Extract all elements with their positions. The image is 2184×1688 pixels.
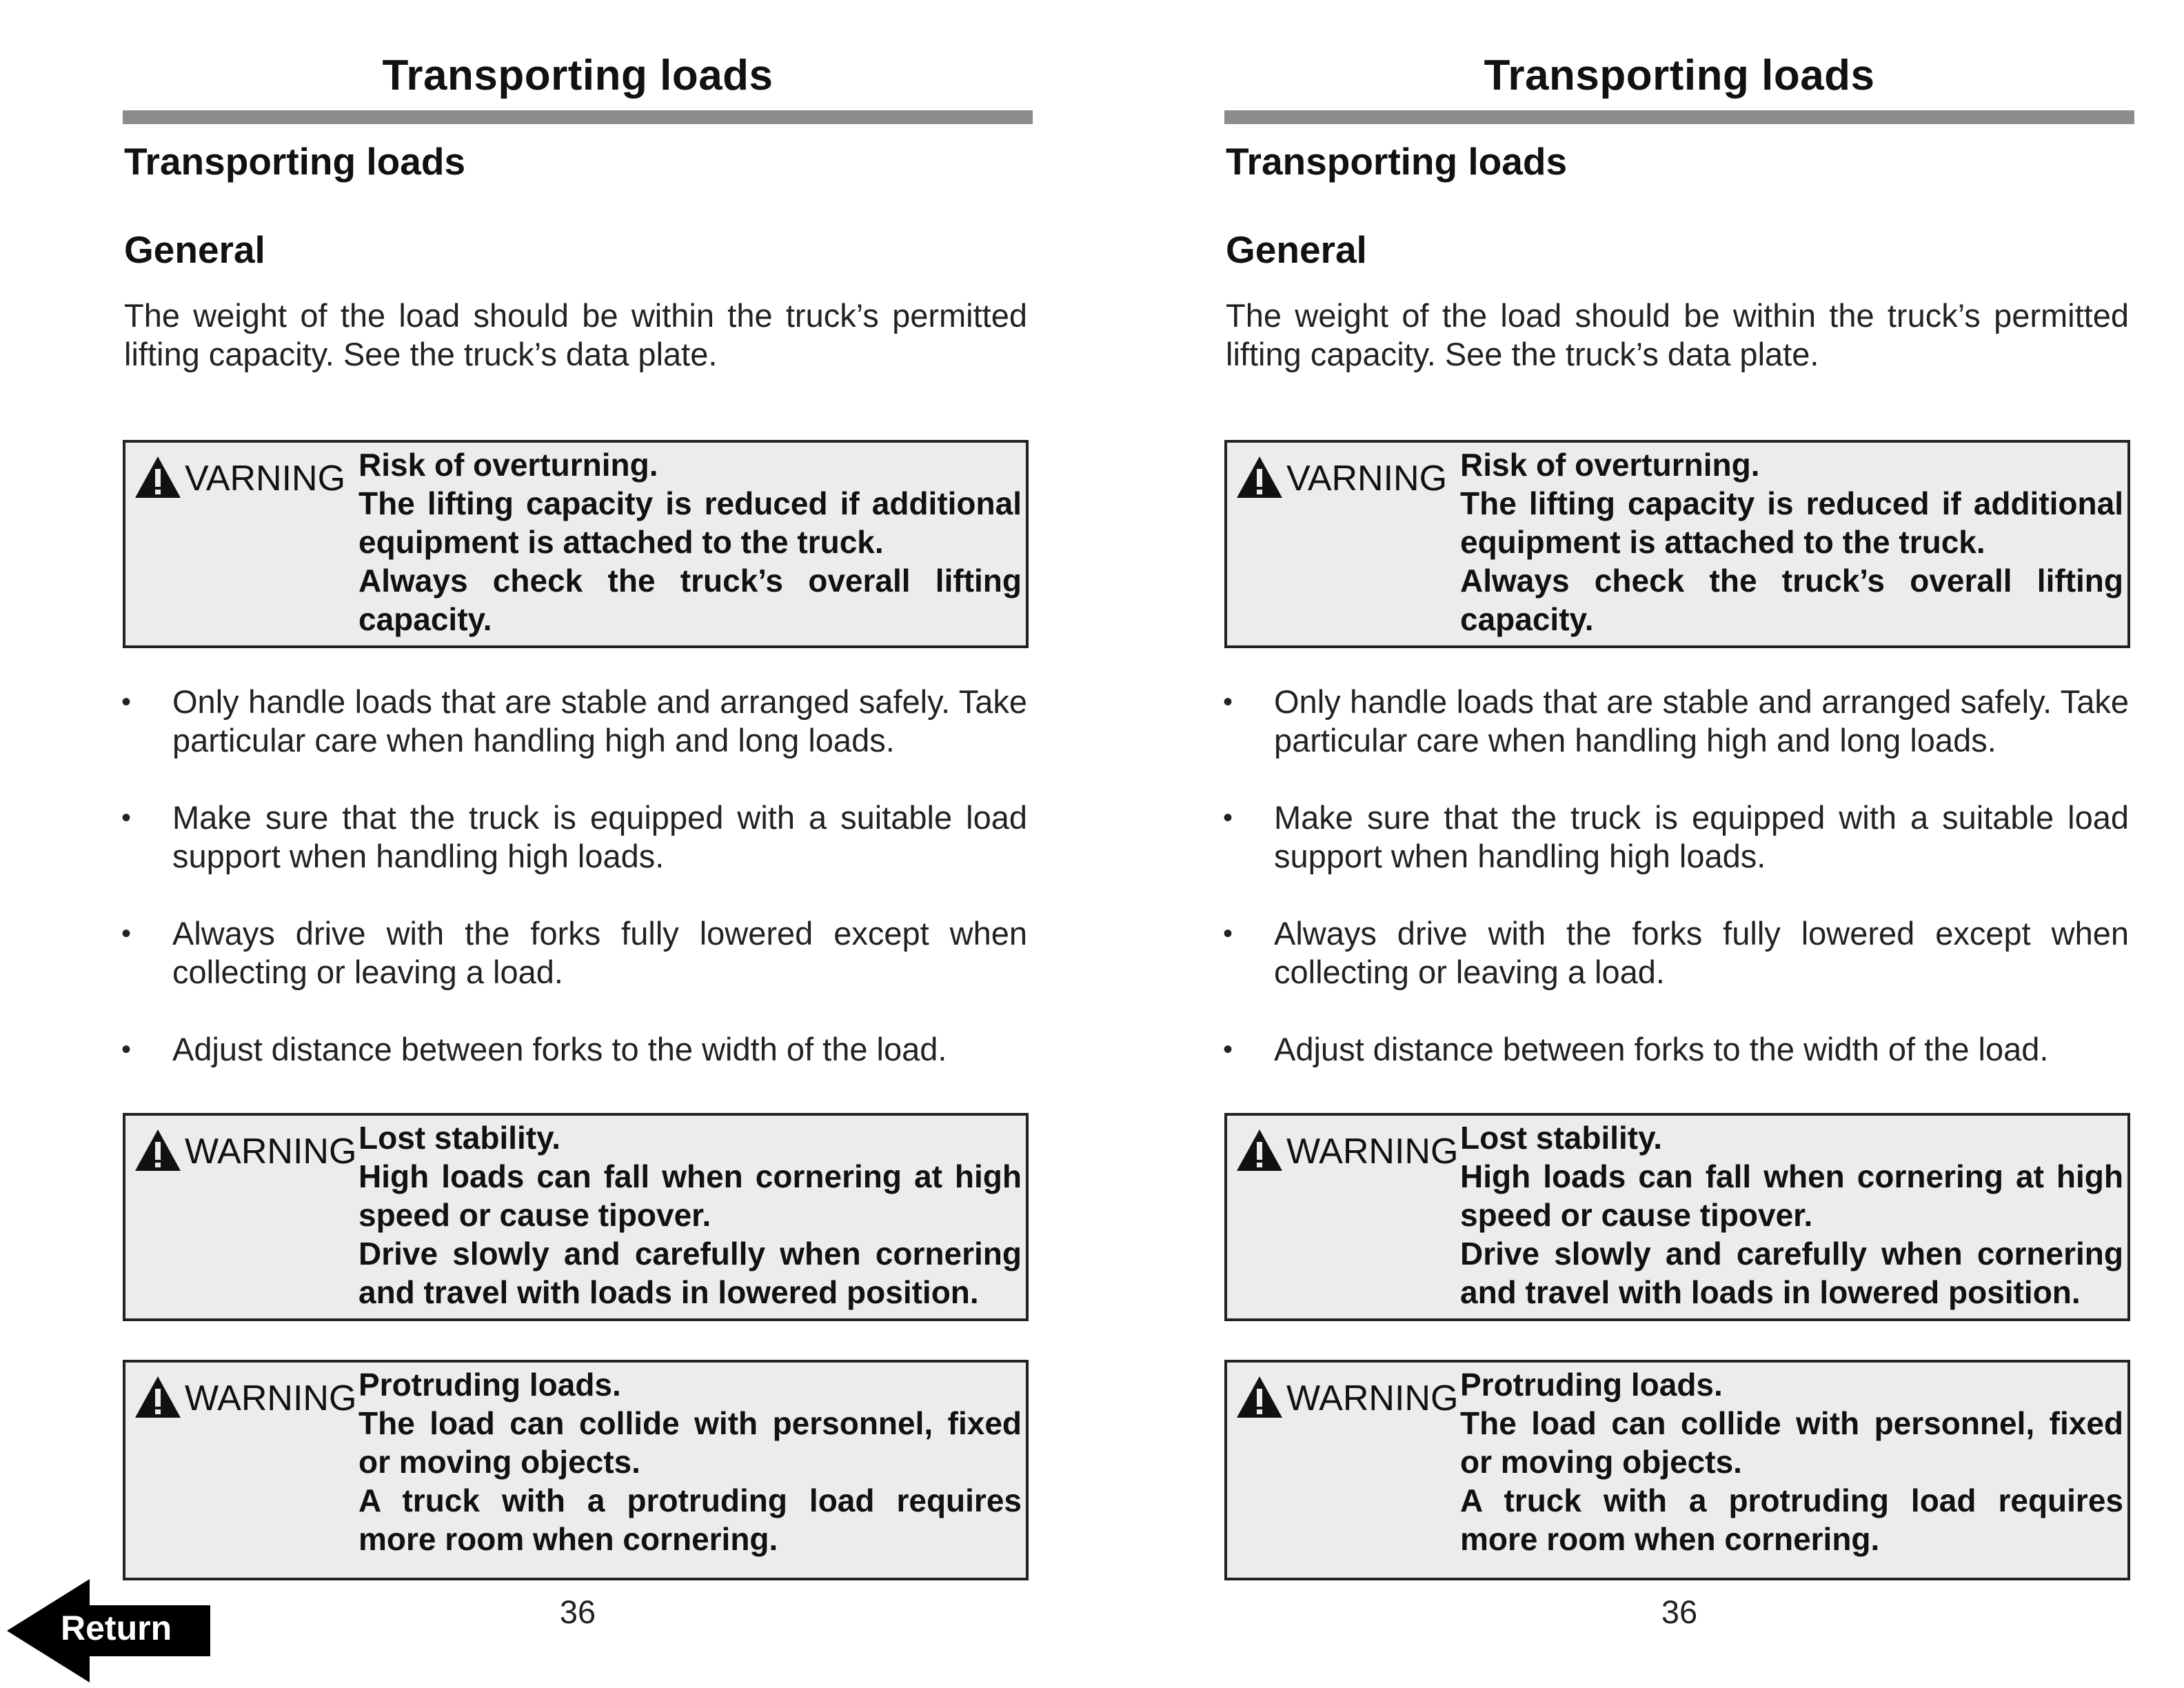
intro-paragraph: The weight of the load should be within the truck’s permitted lifting capacity. See the truck’s data plate.	[124, 297, 1027, 372]
bullet-item	[123, 798, 1029, 876]
warning-line: A truck with a protruding load requires more room when cornering.	[358, 1483, 1022, 1557]
warning-text	[358, 445, 1022, 639]
warning-box-overturning	[123, 440, 1029, 648]
warning-line: Always check the truck’s overall lifting capacity.	[358, 563, 1022, 637]
warning-line: The load can collide with personnel, fixed or moving objects.	[1460, 1405, 2123, 1480]
warning-line: Drive slowly and carefully when cornering and travel with loads in lowered position.	[1460, 1236, 2123, 1310]
warning-line: The lifting capacity is reduced if additional equipment is attached to the truck.	[1460, 485, 2123, 560]
warning-box-protruding	[1224, 1360, 2130, 1580]
warning-label: WARNING	[185, 1378, 357, 1418]
bullet-text: Adjust distance between forks to the width of the load.	[1274, 1031, 2049, 1067]
warning-line: A truck with a protruding load requires more room when cornering.	[1460, 1483, 2123, 1557]
subsection-title: General	[124, 228, 265, 271]
bullet-item	[1224, 914, 2130, 992]
bullet-text: Only handle loads that are stable and arranged safely. Take particular care when handling high and long loads.	[172, 683, 1027, 758]
warning-triangle-icon	[134, 1128, 182, 1172]
intro-paragraph: The weight of the load should be within the truck’s permitted lifting capacity. See the truck’s data plate.	[1226, 297, 2129, 372]
bullet-text: Only handle loads that are stable and arranged safely. Take particular care when handling high and long loads.	[1274, 683, 2129, 758]
bullet-dot: •	[1223, 918, 1233, 949]
bullet-item	[123, 683, 1029, 760]
warning-label: WARNING	[1286, 1378, 1459, 1418]
warning-line: High loads can fall when cornering at high speed or cause tipover.	[1460, 1158, 2123, 1233]
page-number: 36	[559, 1594, 596, 1630]
warning-box-stability	[123, 1113, 1029, 1321]
warning-text	[358, 1118, 1022, 1312]
bullet-dot: •	[121, 803, 132, 833]
bullet-item	[1224, 683, 2130, 760]
warning-label: WARNING	[185, 1132, 357, 1172]
bullet-dot: •	[1223, 687, 1233, 717]
warning-line: High loads can fall when cornering at high speed or cause tipover.	[358, 1158, 1022, 1233]
bullet-dot: •	[1223, 1034, 1233, 1065]
warning-label: WARNING	[1286, 1132, 1459, 1172]
subsection-title: General	[1226, 228, 1367, 271]
warning-label: VARNING	[1286, 459, 1448, 499]
bullet-item	[1224, 1030, 2130, 1069]
running-head: Transporting loads	[1484, 52, 1875, 99]
warning-text	[1460, 445, 2123, 639]
bullet-dot: •	[1223, 803, 1233, 833]
bullet-text: Make sure that the truck is equipped with a suitable load support when handling high loads.	[172, 799, 1027, 874]
warning-text	[1460, 1118, 2123, 1312]
warning-text	[358, 1365, 1022, 1558]
warning-triangle-icon	[1235, 455, 1284, 499]
warning-label: VARNING	[185, 459, 346, 499]
header-rule	[1224, 110, 2134, 124]
bullet-item	[1224, 798, 2130, 876]
section-title: Transporting loads	[1226, 140, 1568, 183]
page-number: 36	[1661, 1594, 1698, 1630]
section-title: Transporting loads	[124, 140, 466, 183]
right-page	[1224, 0, 2134, 1688]
bullet-dot: •	[121, 918, 132, 949]
warning-heading: Lost stability.	[358, 1120, 561, 1156]
warning-box-overturning	[1224, 440, 2130, 648]
bullet-text: Always drive with the forks fully lowered except when collecting or leaving a load.	[1274, 915, 2129, 990]
bullet-item	[123, 914, 1029, 992]
bullet-text: Always drive with the forks fully lowered except when collecting or leaving a load.	[172, 915, 1027, 990]
warning-heading: Risk of overturning.	[358, 447, 658, 483]
bullet-dot: •	[121, 1034, 132, 1065]
warning-line: The load can collide with personnel, fixed or moving objects.	[358, 1405, 1022, 1480]
warning-box-stability	[1224, 1113, 2130, 1321]
warning-text	[1460, 1365, 2123, 1558]
bullet-item	[123, 1030, 1029, 1069]
warning-line: The lifting capacity is reduced if additional equipment is attached to the truck.	[358, 485, 1022, 560]
warning-triangle-icon	[1235, 1375, 1284, 1419]
warning-box-protruding	[123, 1360, 1029, 1580]
warning-triangle-icon	[134, 455, 182, 499]
bullet-text: Adjust distance between forks to the width of the load.	[172, 1031, 947, 1067]
warning-heading: Lost stability.	[1460, 1120, 1663, 1156]
running-head: Transporting loads	[382, 52, 774, 99]
warning-triangle-icon	[1235, 1128, 1284, 1172]
warning-heading: Protruding loads.	[358, 1367, 621, 1403]
bullet-text: Make sure that the truck is equipped with a suitable load support when handling high loads.	[1274, 799, 2129, 874]
warning-heading: Risk of overturning.	[1460, 447, 1760, 483]
return-label: Return	[61, 1609, 172, 1647]
warning-line: Drive slowly and carefully when cornering and travel with loads in lowered position.	[358, 1236, 1022, 1310]
warning-heading: Protruding loads.	[1460, 1367, 1723, 1403]
left-page	[123, 0, 1033, 1688]
return-button[interactable]	[7, 1579, 210, 1682]
warning-triangle-icon	[134, 1375, 182, 1419]
header-rule	[123, 110, 1033, 124]
warning-line: Always check the truck’s overall lifting capacity.	[1460, 563, 2123, 637]
bullet-dot: •	[121, 687, 132, 717]
